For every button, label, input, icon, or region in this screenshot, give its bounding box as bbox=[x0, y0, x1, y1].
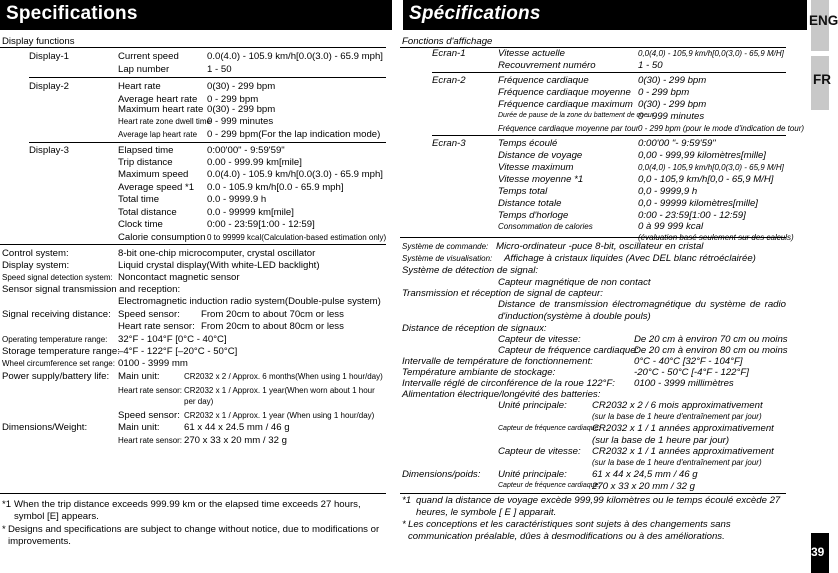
en-divider bbox=[0, 244, 386, 245]
language-tab-eng-label: ENG bbox=[809, 13, 838, 28]
en-note1: When the trip distance exceeds 999.99 km or the elapsed time exceeds 27 hours, symbol [E] appears. bbox=[14, 499, 361, 522]
en-display3-label: Display-3 bbox=[29, 145, 69, 156]
fr-spec-name: Temps écoulé bbox=[498, 138, 558, 149]
fr-spec-value: 0 - 299 bpm bbox=[638, 87, 690, 98]
en-note2: Designs and specifications are subject to change without notice, due to modifications or improvements. bbox=[8, 524, 380, 547]
english-title: Specifications bbox=[6, 3, 138, 24]
en-spec-value: 0 to 99999 kcal(Calculation-based estimation only) bbox=[207, 233, 387, 242]
fr-transmission-label: Transmission et réception de signal de capteur: bbox=[402, 288, 603, 299]
en-display-system-value: Liquid crystal display(With white-LED backlight) bbox=[118, 260, 320, 271]
en-speed-signal-value: Noncontact magnetic sensor bbox=[118, 272, 240, 283]
fr-divider bbox=[432, 135, 786, 136]
fr-spec-value: (sur la base de 1 heure par jour) bbox=[592, 435, 730, 446]
fr-reception-label: Distance de réception de signaux: bbox=[402, 323, 547, 334]
fr-spec-name: Vitesse maximum bbox=[498, 162, 574, 173]
en-spec-value: 270 x 33 x 20 mm / 32 g bbox=[184, 435, 287, 446]
en-display-functions-heading: Display functions bbox=[2, 36, 75, 47]
fr-ecran2-label: Ecran-2 bbox=[432, 75, 466, 86]
en-divider bbox=[29, 77, 386, 78]
language-tab-eng bbox=[809, 0, 838, 51]
en-power-label: Power supply/battery life: bbox=[2, 371, 110, 382]
fr-spec-name: Distance de voyage bbox=[498, 150, 583, 161]
en-spec-name: Main unit: bbox=[118, 371, 160, 382]
en-spec-name: Maximum speed bbox=[118, 169, 189, 180]
fr-note2-mark: * bbox=[402, 519, 406, 530]
fr-note1-mark: *1 bbox=[402, 495, 412, 506]
fr-storage-temp-value: -20°C - 50°C [-4°F - 122°F] bbox=[634, 367, 749, 378]
en-spec-value: 0.0(4.0) - 105.9 km/h[0.0(3.0) - 65.9 mph] bbox=[207, 51, 383, 62]
en-spec-value: 0.00 - 999.99 km[mile] bbox=[207, 157, 302, 168]
fr-divider bbox=[432, 72, 786, 73]
page-number: 39 bbox=[811, 545, 825, 559]
fr-spec-value: 0:00 - 23:59[1:00 - 12:59] bbox=[638, 210, 746, 221]
en-spec-value: 0(30) - 299 bpm bbox=[207, 104, 276, 115]
en-spec-value: 0 - 999 minutes bbox=[207, 116, 274, 127]
fr-operating-temp-value: 0°C - 40°C [32°F - 104°F] bbox=[634, 356, 743, 367]
en-divider bbox=[29, 142, 386, 143]
fr-spec-name: Recouvrement numéro bbox=[498, 60, 596, 71]
fr-spec-name: Temps total bbox=[498, 186, 548, 197]
en-dimensions-label: Dimensions/Weight: bbox=[2, 422, 88, 433]
en-storage-temp-label: Storage temperature range: bbox=[2, 346, 120, 357]
en-spec-name: Total distance bbox=[118, 207, 177, 218]
en-spec-name: Heart rate zone dwell time bbox=[118, 117, 211, 126]
en-note2-mark: * bbox=[2, 524, 6, 535]
en-spec-name: Calorie consumption bbox=[118, 232, 206, 243]
fr-spec-value: 0,0 - 99999 kilomètres[mille] bbox=[638, 198, 758, 209]
en-spec-name: Clock time bbox=[118, 219, 163, 230]
fr-spec-name: Capteur de vitesse: bbox=[498, 334, 581, 345]
fr-spec-name: Capteur de fréquence cardiaque: bbox=[498, 345, 639, 356]
en-spec-value: CR2032 x 1 / Approx. 1 year(When worn about 1 hour bbox=[184, 386, 375, 395]
fr-spec-value: CR2032 x 2 / 6 mois approximativement bbox=[592, 400, 763, 411]
en-spec-name: Heart rate sensor: bbox=[118, 321, 195, 332]
language-tab-fr bbox=[811, 56, 829, 110]
en-spec-value: 0.0 - 99999 km[mile] bbox=[207, 207, 294, 218]
en-spec-value: 0(30) - 299 bpm bbox=[207, 81, 276, 92]
en-control-label: Control system: bbox=[2, 248, 69, 259]
en-spec-name: Speed sensor: bbox=[118, 309, 180, 320]
fr-power-label: Alimentation électrique/longévité des batteries: bbox=[402, 389, 601, 400]
en-divider bbox=[0, 493, 386, 494]
en-spec-name: Current speed bbox=[118, 51, 179, 62]
fr-spec-name: Consommation de calories bbox=[498, 222, 593, 231]
fr-spec-value: 1 - 50 bbox=[638, 60, 663, 71]
fr-spec-value: 61 x 44 x 24,5 mm / 46 g bbox=[592, 469, 698, 480]
fr-spec-value: 0 à 99 999 kcal bbox=[638, 221, 704, 232]
en-spec-value: per day) bbox=[184, 397, 214, 406]
en-divider bbox=[0, 47, 386, 48]
en-spec-name: Heart rate sensor: bbox=[118, 386, 183, 395]
en-spec-name: Total time bbox=[118, 194, 160, 205]
en-control-value: 8-bit one-chip microcomputer, crystal oscillator bbox=[118, 248, 316, 259]
en-spec-name: Heart rate sensor: bbox=[118, 436, 183, 445]
en-display2-label: Display-2 bbox=[29, 81, 69, 92]
en-spec-name: Average heart rate bbox=[118, 94, 198, 105]
fr-detection-value: Capteur magnétique de non contact bbox=[498, 277, 651, 288]
fr-spec-value: CR2032 x 1 / 1 années approximativement bbox=[592, 423, 774, 434]
en-transmission-label: Sensor signal transmission and reception: bbox=[2, 284, 181, 295]
fr-wheel-label: Intervalle réglé de circonférence de la roue 122°F: bbox=[402, 378, 615, 389]
fr-spec-name: Durée de pause de la zone du battement de coeur bbox=[498, 112, 655, 119]
en-display-system-label: Display system: bbox=[2, 260, 70, 271]
en-receiving-label: Signal receiving distance: bbox=[2, 309, 111, 320]
en-spec-name: Speed sensor: bbox=[118, 410, 180, 421]
french-title: Spécifications bbox=[409, 3, 541, 24]
fr-spec-value: 0 - 999 minutes bbox=[638, 111, 705, 122]
en-spec-name: Trip distance bbox=[118, 157, 173, 168]
en-spec-name: Elapsed time bbox=[118, 145, 174, 156]
fr-spec-name: Fréquence cardiaque maximum bbox=[498, 99, 633, 110]
fr-spec-name: Vitesse actuelle bbox=[498, 48, 566, 59]
fr-spec-value: 270 x 33 x 20 mm / 32 g bbox=[592, 481, 695, 492]
en-spec-value: 1 - 50 bbox=[207, 64, 232, 75]
fr-divider bbox=[400, 493, 786, 494]
en-operating-temp-value: 32°F - 104°F [0°C - 40°C] bbox=[118, 334, 227, 345]
en-wheel-value: 0100 - 3999 mm bbox=[118, 358, 188, 369]
fr-divider bbox=[400, 237, 786, 238]
en-spec-name: Average lap heart rate bbox=[118, 130, 198, 139]
fr-transmission-value-2: d'induction(système à double pouls) bbox=[498, 311, 651, 322]
fr-spec-value: 0,0(4,0) - 105,9 km/h[0,0(3,0) - 65,9 M/H] bbox=[638, 49, 784, 58]
en-storage-temp-value: –4°F - 122°F [–20°C - 50°C] bbox=[118, 346, 238, 357]
en-wheel-label: Wheel circumference set range: bbox=[2, 359, 115, 368]
en-spec-name: Maximum heart rate bbox=[118, 104, 204, 115]
fr-spec-value: (sur la base de 1 heure d'entraînement par jour) bbox=[592, 412, 762, 421]
en-spec-value: From 20cm to about 70cm or less bbox=[201, 309, 344, 320]
fr-note2: Les conceptions et les caractéristiques sont sujets à des changements sans communication préalable, dûes à desmodifications ou à des améliorations. bbox=[408, 519, 731, 542]
en-transmission-value: Electromagnetic induction radio system(Double-pulse system) bbox=[118, 296, 381, 307]
fr-spec-value: 0,0 - 9999,9 h bbox=[638, 186, 698, 197]
fr-spec-value: 0,0(4,0) - 105,9 km/h[0,0(3,0) - 65,9 M/H] bbox=[638, 163, 784, 172]
fr-spec-value: 0 - 299 bpm (pour le mode d'indication de tour) bbox=[638, 124, 805, 133]
language-tab-fr-label: FR bbox=[813, 72, 831, 87]
fr-spec-name: Temps d'horloge bbox=[498, 210, 569, 221]
fr-wheel-value: 0100 - 3999 millimètres bbox=[634, 378, 734, 389]
fr-display-functions-heading: Fonctions d'affichage bbox=[402, 36, 493, 47]
fr-note1: quand la distance de voyage excède 999,99 kilomètres ou le temps écoulé excède 27 heures, le symbole [ E ] apparait. bbox=[416, 495, 781, 518]
en-spec-value: 61 x 44 x 24.5 mm / 46 g bbox=[184, 422, 290, 433]
en-spec-name: Heart rate bbox=[118, 81, 161, 92]
page-number-box bbox=[811, 533, 829, 573]
fr-spec-value: 0:00'00 "- 9:59'59" bbox=[638, 138, 716, 149]
fr-spec-name: Capteur de vitesse: bbox=[498, 446, 581, 457]
fr-spec-value: 0(30) - 299 bpm bbox=[638, 99, 707, 110]
fr-spec-value: (évaluation basé seulement sur des calculs) bbox=[638, 233, 794, 242]
en-note1-mark: *1 bbox=[2, 499, 12, 510]
fr-operating-temp-label: Intervalle de température de fonctionnement: bbox=[402, 356, 593, 367]
fr-ecran1-label: Ecran-1 bbox=[432, 48, 466, 59]
en-spec-value: 0:00'00" - 9:59'59" bbox=[207, 145, 285, 156]
fr-spec-value: 0,0 - 105,9 km/h[0,0 - 65,9 M/H] bbox=[638, 174, 774, 185]
en-spec-value: 0.0 - 105.9 km/h[0.0 - 65.9 mph] bbox=[207, 182, 344, 193]
french-header-bar bbox=[403, 0, 807, 30]
fr-spec-name: Fréquence cardiaque moyenne par tour bbox=[498, 124, 639, 133]
fr-spec-name: Capteur de fréquence cardiaque: bbox=[498, 482, 601, 489]
fr-spec-value: De 20 cm à environ 80 cm ou moins bbox=[634, 345, 788, 356]
en-operating-temp-label: Operating temperature range: bbox=[2, 335, 108, 344]
fr-spec-value: (sur la base de 1 heure d'entraînement par jour) bbox=[592, 458, 762, 467]
fr-spec-name: Distance totale bbox=[498, 198, 562, 209]
english-header-bar bbox=[0, 0, 392, 30]
en-spec-value: 0:00 - 23:59[1:00 - 12:59] bbox=[207, 219, 315, 230]
fr-spec-name: Unité principale: bbox=[498, 469, 567, 480]
en-spec-value: CR2032 x 2 / Approx. 6 months(When using 1 hour/day) bbox=[184, 372, 383, 381]
fr-spec-value: 0(30) - 299 bpm bbox=[638, 75, 707, 86]
fr-spec-value: CR2032 x 1 / 1 années approximativement bbox=[592, 446, 774, 457]
fr-spec-name: Fréquence cardiaque moyenne bbox=[498, 87, 631, 98]
en-spec-value: From 20cm to about 80cm or less bbox=[201, 321, 344, 332]
en-spec-name: Average speed *1 bbox=[118, 182, 195, 193]
fr-transmission-value: Distance de transmission électromagnétique du système de radio bbox=[498, 299, 786, 310]
fr-visual-label: Système de visualisation: bbox=[402, 254, 493, 263]
en-spec-value: 0.0 - 9999.9 h bbox=[207, 194, 267, 205]
en-spec-value: CR2032 x 1 / Approx. 1 year (When using 1 hour/day) bbox=[184, 411, 375, 420]
en-spec-name: Main unit: bbox=[118, 422, 160, 433]
en-spec-value: 0.0(4.0) - 105.9 km/h[0.0(3.0) - 65.9 mph] bbox=[207, 169, 383, 180]
en-display1-label: Display-1 bbox=[29, 51, 69, 62]
fr-visual-value: Affichage à cristaux liquides (Avec DEL blanc rétroéclairée) bbox=[504, 253, 756, 264]
fr-command-label: Système de commande: bbox=[402, 242, 489, 251]
fr-spec-value: 0,00 - 999,99 kilomètres[mille] bbox=[638, 150, 766, 161]
fr-detection-label: Système de détection de signal: bbox=[402, 265, 538, 276]
fr-spec-name: Fréquence cardiaque bbox=[498, 75, 589, 86]
en-spec-value: 0 - 299 bpm(For the lap indication mode) bbox=[207, 129, 381, 140]
en-spec-value: 0 - 299 bpm bbox=[207, 94, 259, 105]
fr-spec-name: Capteur de fréquence cardiaque: bbox=[498, 425, 601, 432]
fr-command-value: Micro-ordinateur -puce 8-bit, oscillateur en cristal bbox=[496, 241, 704, 252]
en-speed-signal-label: Speed signal detection system: bbox=[2, 273, 113, 282]
en-spec-name: Lap number bbox=[118, 64, 170, 75]
fr-spec-value: De 20 cm à environ 70 cm ou moins bbox=[634, 334, 788, 345]
fr-storage-temp-label: Température ambiante de stockage: bbox=[402, 367, 556, 378]
fr-ecran3-label: Ecran-3 bbox=[432, 138, 466, 149]
fr-spec-name: Unité principale: bbox=[498, 400, 567, 411]
fr-spec-name: Vitesse moyenne *1 bbox=[498, 174, 584, 185]
fr-dimensions-label: Dimensions/poids: bbox=[402, 469, 481, 480]
